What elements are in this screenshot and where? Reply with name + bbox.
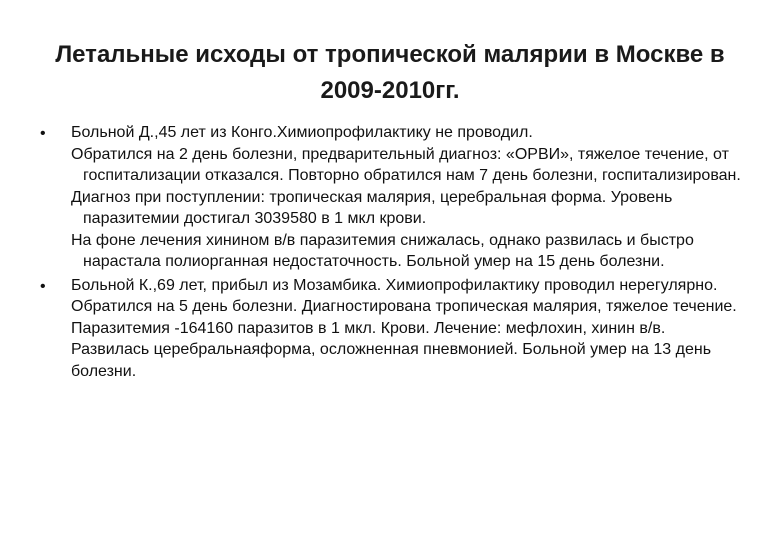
case-1-paragraph-4: На фоне лечения хинином в/в паразитемия снижалась, однако развилась и быстро нарастала полиорганная недостаточность. Больной умер на 15 день болезни. <box>71 231 694 270</box>
case-item-1 <box>40 122 745 273</box>
bullet-icon: • <box>40 125 46 142</box>
bullet-icon: • <box>40 277 46 295</box>
slide-title: Летальные исходы от тропической малярии в Москве в 2009-2010гг. <box>55 41 725 104</box>
case-1-paragraph-1: Больной Д.,45 лет из Конго.Химиопрофилактику не проводил. <box>71 124 533 141</box>
slide-body <box>40 122 745 382</box>
case-2-paragraph-1: Больной К.,69 лет, прибыл из Мозамбика. Химиопрофилактику проводил нерегулярно. Обратился на 5 день болезни. Диагностирована тропическая малярия, тяжелое течение. Паразитемия -164160 паразитов в 1 мкл. Крови. Лечение: мефлохин, хинин в/в. Развилась церебральнаяформа, осложненная пневмонией. Больной умер на 13 день болезни. <box>71 276 737 380</box>
case-1-paragraph-2: Обратился на 2 день болезни, предварительный диагноз: «ОРВИ», тяжелое течение, от госпитализации отказался. Повторно обратился нам 7 день болезни, госпитализирован. <box>71 145 741 184</box>
case-item-2 <box>40 275 745 383</box>
case-1-paragraph-3: Диагноз при поступлении: тропическая малярия, церебральная форма. Уровень паразитемии достигал 3039580 в 1 мкл крови. <box>71 188 673 227</box>
